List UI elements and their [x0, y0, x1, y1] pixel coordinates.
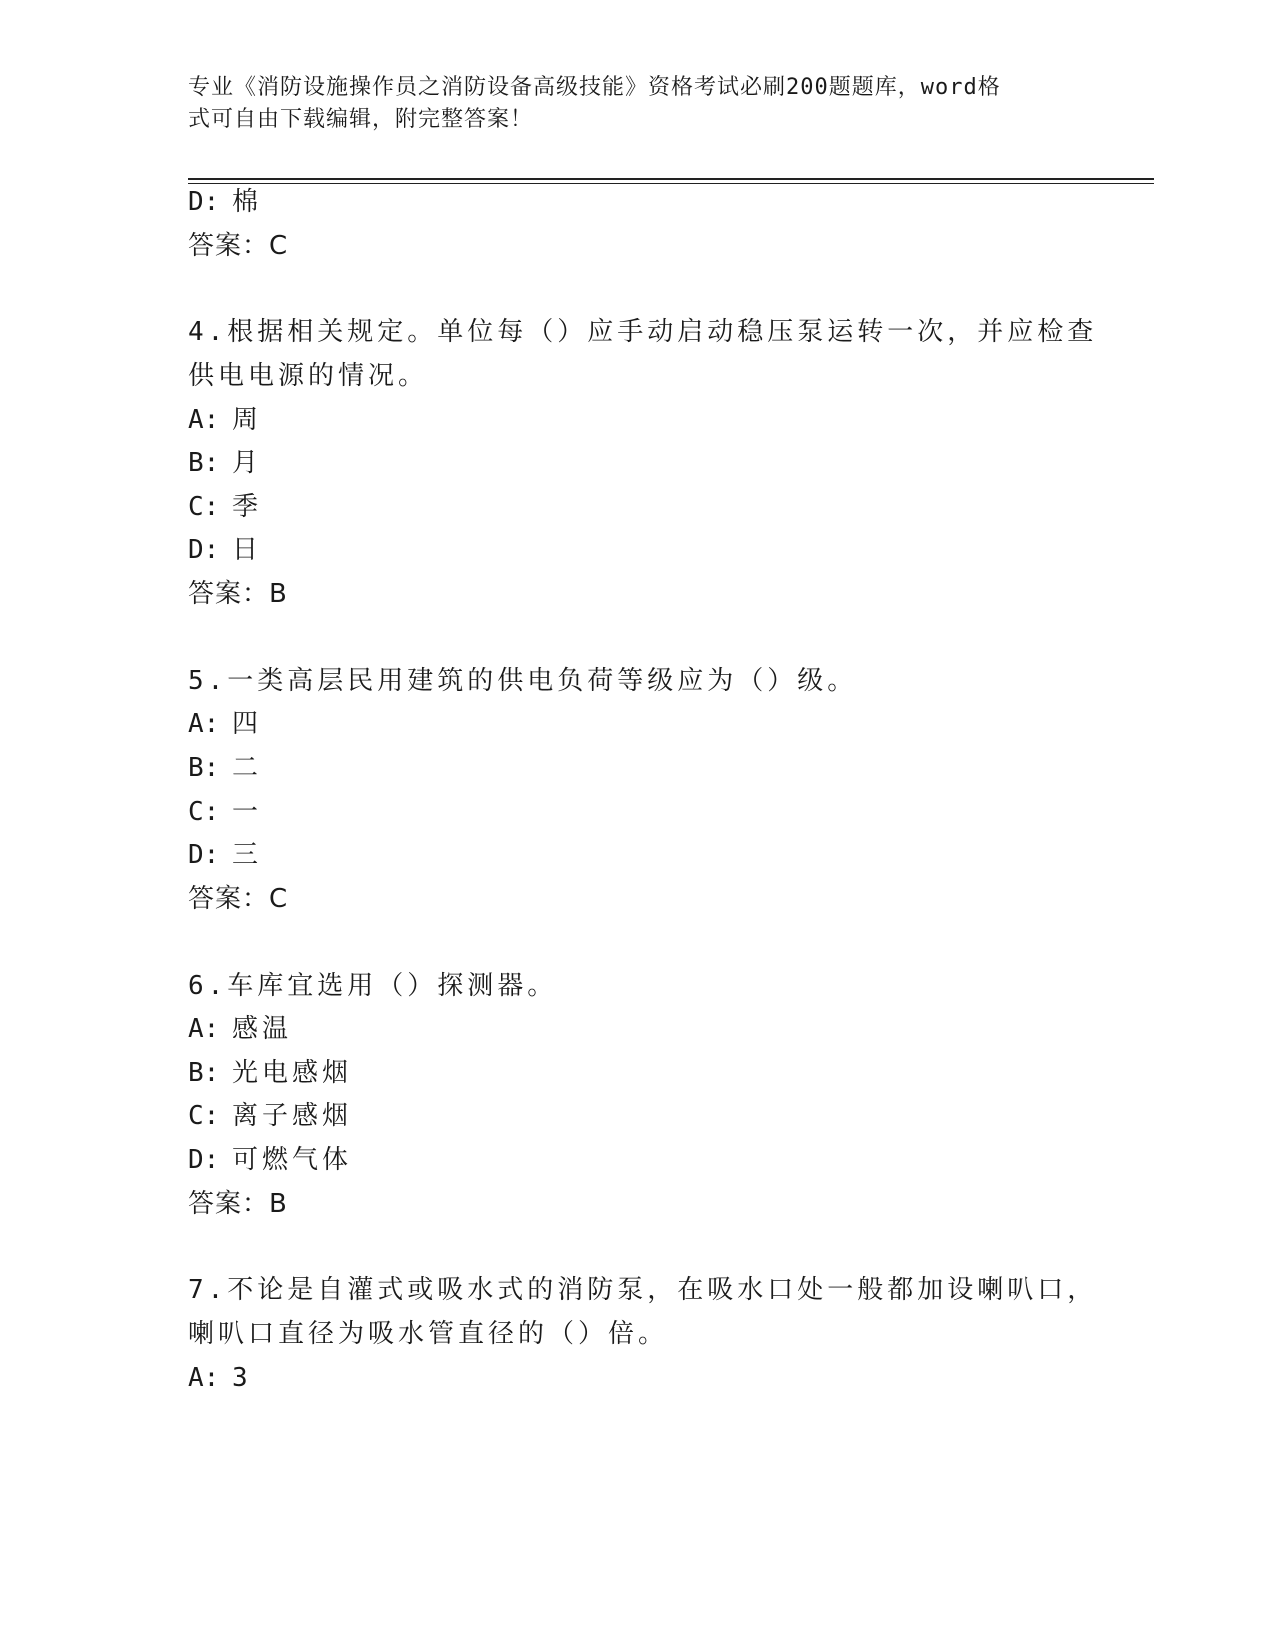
option-b: B: 月: [188, 448, 263, 478]
option-d: D: 日: [188, 535, 263, 565]
option-d: D: 三: [188, 840, 263, 870]
document-header: [188, 72, 1068, 136]
header-divider-thin: [188, 183, 1154, 184]
answer: 答案：C: [188, 884, 289, 914]
option-a: A: 周: [188, 405, 263, 435]
option-c: C: 季: [188, 492, 263, 522]
option-d: D: 可燃气体: [188, 1145, 353, 1175]
option-b: B: 光电感烟: [188, 1058, 353, 1088]
question-stem-continued: 供电电源的情况。: [188, 361, 429, 391]
header-line-2: 式可自由下载编辑，附完整答案！: [188, 107, 534, 132]
answer: 答案：B: [188, 579, 288, 609]
option-b: B: 二: [188, 753, 263, 783]
answer: 答案：B: [188, 1189, 288, 1219]
question-stem-continued: 喇叭口直径为吸水管直径的（）倍。: [188, 1319, 669, 1349]
question-stem: 5.一类高层民用建筑的供电负荷等级应为（）级。: [188, 666, 858, 696]
option-c: C: 一: [188, 797, 263, 827]
question-stem: 6.车库宜选用（）探测器。: [188, 971, 558, 1001]
answer: 答案：C: [188, 231, 289, 261]
question-stem: 4.根据相关规定。单位每（）应手动启动稳压泵运转一次，并应检查: [188, 317, 1098, 347]
option-a: A: 感温: [188, 1014, 293, 1044]
option-d: D: 棉: [188, 187, 263, 217]
option-a: A: 3: [188, 1363, 252, 1393]
question-stem: 7.不论是自灌式或吸水式的消防泵，在吸水口处一般都加设喇叭口，: [188, 1275, 1098, 1305]
option-c: C: 离子感烟: [188, 1101, 353, 1131]
option-a: A: 四: [188, 709, 263, 739]
header-divider-thick: [188, 178, 1154, 180]
header-line-1: 专业《消防设施操作员之消防设备高级技能》资格考试必刷200题题库，word格: [188, 75, 1001, 100]
